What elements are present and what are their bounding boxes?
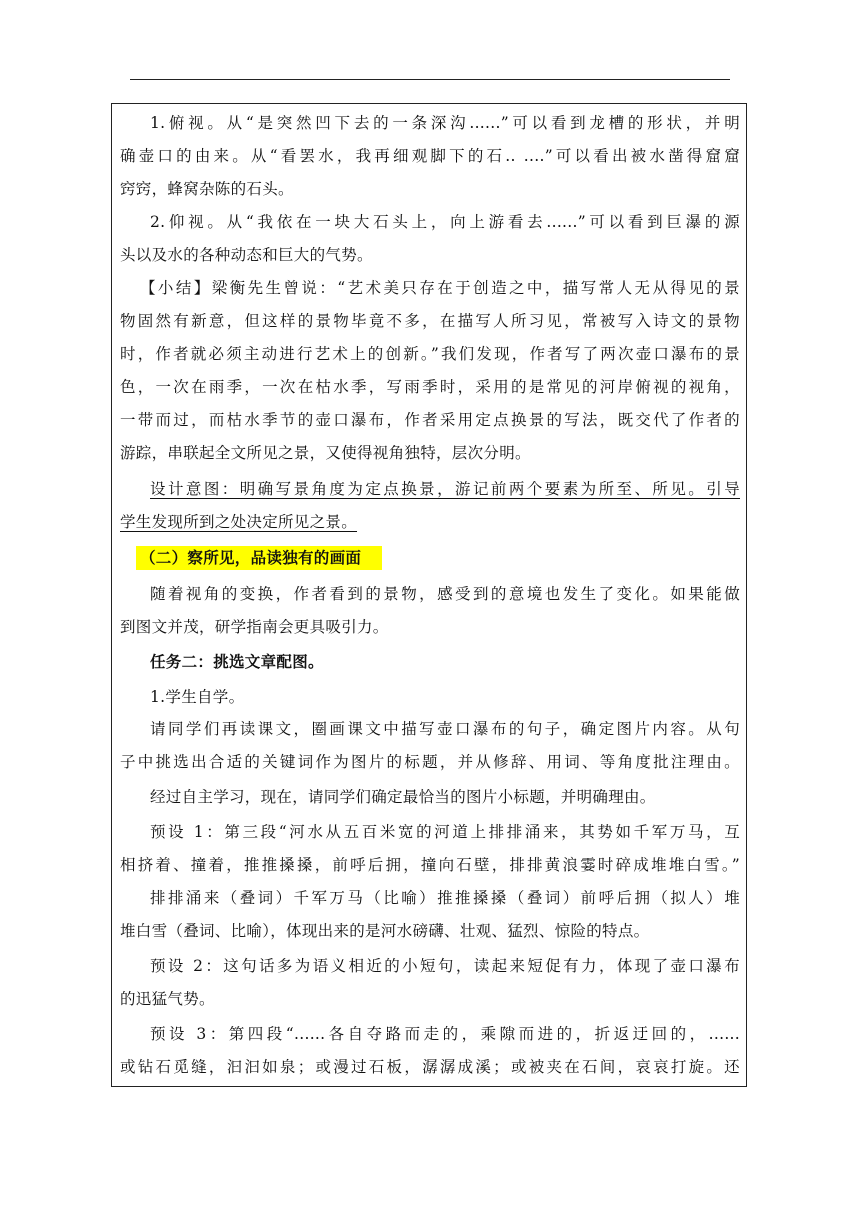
paragraph-line: 窍窍，蜂窝杂陈的石头。 <box>120 180 294 198</box>
task-heading: 任务二：挑选文章配图。 <box>150 653 324 671</box>
paragraph-line: 1.学生自学。 <box>150 688 245 706</box>
summary-line: 【小结】梁衡先生曾说：“艺术美只存在于创造之中，描写常人无从得见的景 <box>140 279 740 297</box>
paragraph-line: 游踪，串联起全文所见之景，又使得视角独特，层次分明。 <box>120 444 531 462</box>
paragraph-line: 堆白雪（叠词、比喻），体现出来的是河水磅礴、壮观、猛烈、惊险的特点。 <box>120 922 650 940</box>
paragraph-line: 到图文并茂，研学指南会更具吸引力。 <box>120 618 389 636</box>
header-rule <box>130 79 730 80</box>
paragraph-line: 确壶口的由来。从“看罢水，我再细观脚下的石.. ....”可以看出被水凿得窟窟 <box>120 147 740 165</box>
paragraph-line: 预设 1：第三段“河水从五百米宽的河道上排排涌来，其势如千军万马，互 <box>150 823 740 841</box>
design-intent-line: 设计意图：明确写景角度为定点换景，游记前两个要素为所至、所见。引导 <box>150 480 740 498</box>
paragraph-line: 的迅猛气势。 <box>120 990 215 1008</box>
paragraph-line: 头以及水的各种动态和巨大的气势。 <box>120 246 373 264</box>
paragraph-line: 2.仰视。从“我依在一块大石头上，向上游看去......”可以看到巨瀑的源 <box>150 213 740 231</box>
paragraph-line: 时，作者就必须主动进行艺术上的创新。”我们发现，作者写了两次壶口瀑布的景 <box>120 345 740 363</box>
paragraph-line: 排排涌来（叠词）千军万马（比喻）推推搡搡（叠词）前呼后拥（拟人）堆 <box>150 889 740 907</box>
paragraph-line: 相挤着、撞着，推推搡搡，前呼后拥，撞向石壁，排排黄浪霎时碎成堆堆白雪。” <box>120 856 740 874</box>
paragraph-line: 请同学们再读课文，圈画课文中描写壶口瀑布的句子，确定图片内容。从句 <box>150 720 740 738</box>
paragraph-line: 物固然有新意，但这样的景物毕竟不多，在描写人所习见，常被写入诗文的景物 <box>120 312 740 330</box>
design-intent-line: 学生发现所到之处决定所见之景。 <box>120 513 358 531</box>
paragraph-line: 或钻石觅缝，汩汩如泉；或漫过石板，潺潺成溪；或被夹在石间，哀哀打旋。还 <box>120 1058 740 1076</box>
paragraph-line: 预设 2：这句话多为语义相近的小短句，读起来短促有力，体现了壶口瀑布 <box>150 957 740 975</box>
paragraph-line: 色，一次在雨季，一次在枯水季，写雨季时，采用的是常见的河岸俯视的视角， <box>120 378 740 396</box>
section-heading: （二）察所见，品读独有的画面 <box>140 549 362 567</box>
paragraph-line: 一带而过，而枯水季节的壶口瀑布，作者采用定点换景的写法，既交代了作者的 <box>120 411 740 429</box>
paragraph-line: 1.俯视。从“是突然凹下去的一条深沟......”可以看到龙槽的形状，并明 <box>150 114 740 132</box>
paragraph-line: 子中挑选出合适的关键词作为图片的标题，并从修辞、用词、等角度批注理由。 <box>120 753 740 771</box>
paragraph-line: 预设 3：第四段“......各自夺路而走的，乘隙而进的，折返迂回的，...... <box>150 1025 740 1043</box>
paragraph-line: 经过自主学习，现在，请同学们确定最恰当的图片小标题，并明确理由。 <box>150 788 656 806</box>
paragraph-line: 随着视角的变换，作者看到的景物，感受到的意境也发生了变化。如果能做 <box>150 585 740 603</box>
